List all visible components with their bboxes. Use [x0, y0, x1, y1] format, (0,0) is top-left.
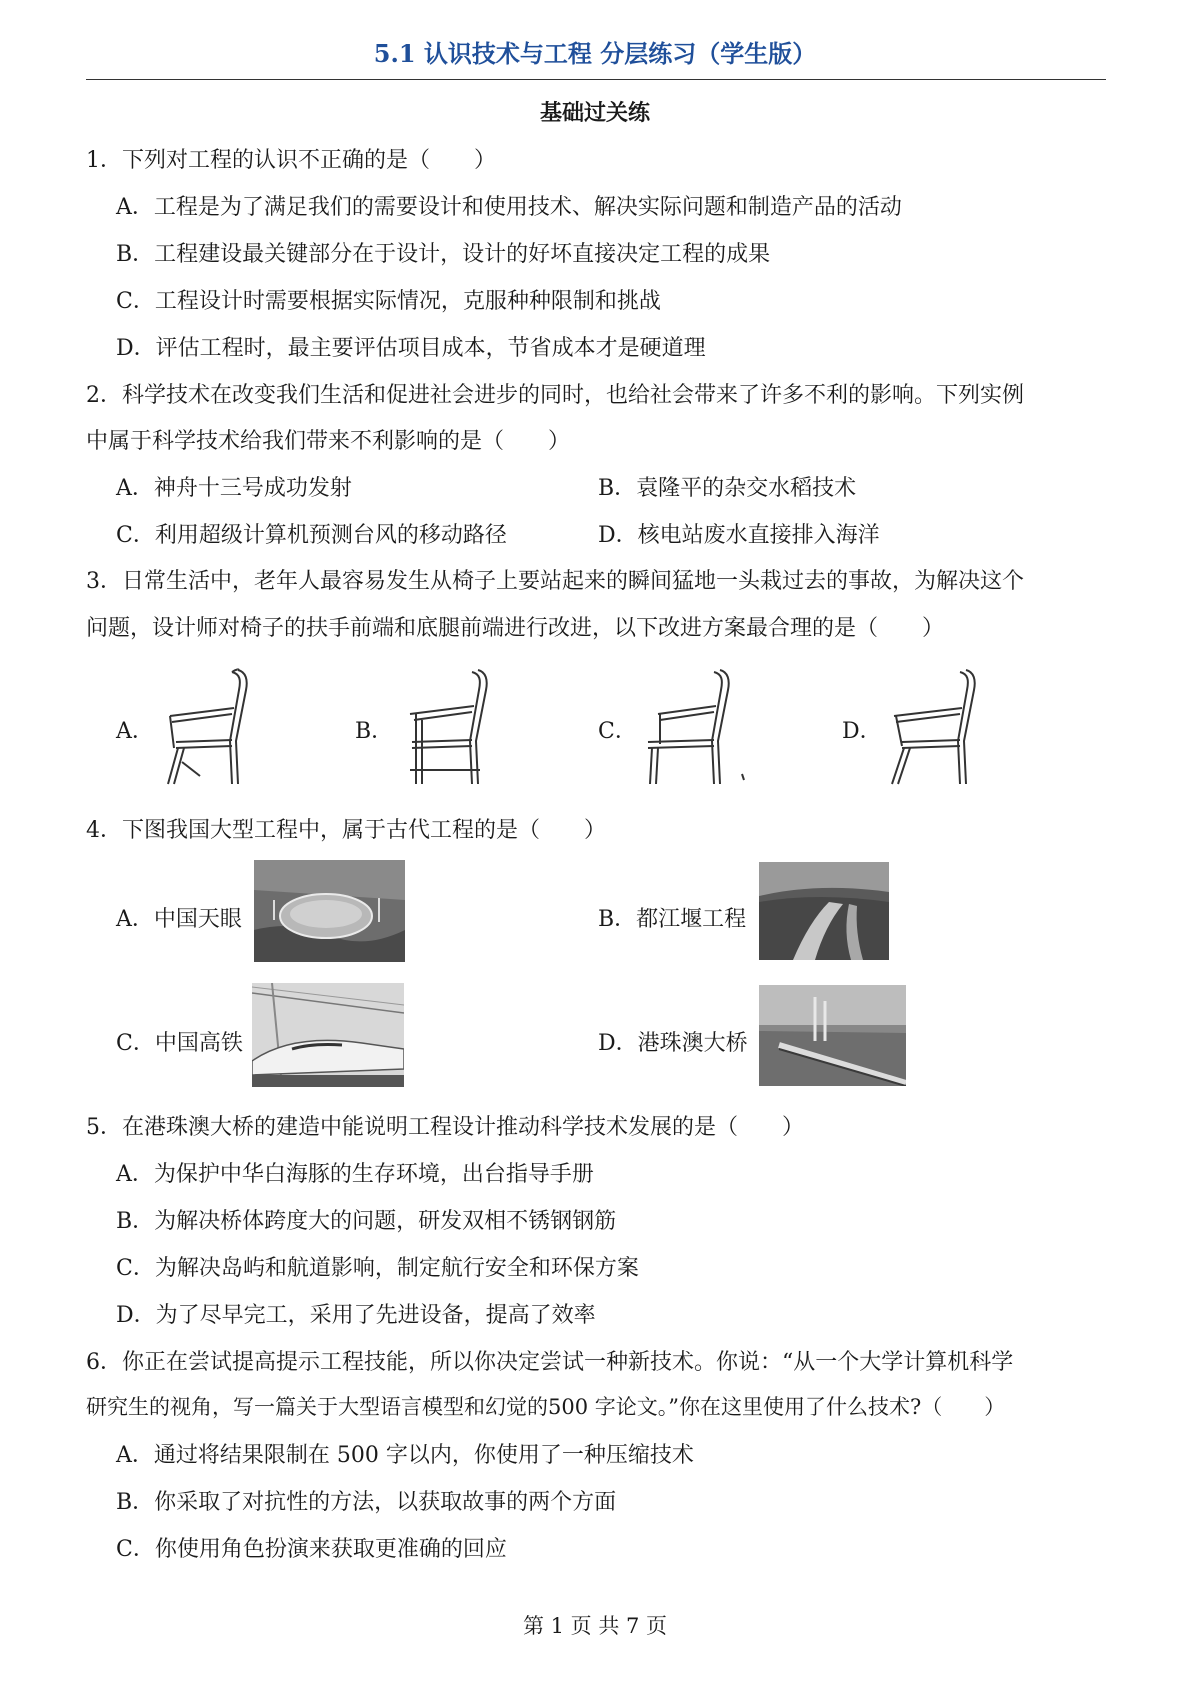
q1-option-b: B．工程建设最关键部分在于设计，设计的好坏直接决定工程的成果: [116, 242, 771, 267]
question-2-stem-line2: 中属于科学技术给我们带来不利影响的是（ ）: [86, 429, 571, 454]
hzmb-bridge-photo: [759, 985, 906, 1086]
q5-option-d: D．为了尽早完工，采用了先进设备，提高了效率: [116, 1303, 596, 1328]
q4-option-b: B．都江堰工程: [598, 907, 747, 932]
q6-option-b: B．你采取了对抗性的方法，以获取故事的两个方面: [116, 1490, 617, 1515]
fast-telescope-photo: [254, 860, 405, 962]
q3-option-d-label: D．: [842, 719, 882, 744]
question-4-stem: 4．下图我国大型工程中，属于古代工程的是（ ）: [86, 818, 606, 843]
q2-option-b: B．袁隆平的杂交水稻技术: [598, 476, 857, 501]
q5-option-b: B．为解决桥体跨度大的问题，研发双相不锈钢钢筋: [116, 1209, 617, 1234]
q4-option-c: C．中国高铁: [116, 1031, 243, 1056]
q6-option-a: A．通过将结果限制在 500 字以内，你使用了一种压缩技术: [116, 1443, 694, 1468]
q2-option-c: C．利用超级计算机预测台风的移动路径: [116, 523, 507, 548]
q2-option-a: A．神舟十三号成功发射: [116, 476, 352, 501]
q2-option-d: D．核电站废水直接排入海洋: [598, 523, 880, 548]
q3-option-c-label: C．: [598, 719, 637, 744]
chair-b-image: [400, 666, 500, 791]
q5-option-a: A．为保护中华白海豚的生存环境，出台指导手册: [116, 1162, 594, 1187]
q4-option-d: D．港珠澳大桥: [598, 1031, 748, 1056]
question-2-stem-line1: 2．科学技术在改变我们生活和促进社会进步的同时，也给社会带来了许多不利的影响。下列实例: [86, 383, 1025, 408]
dujiangyan-photo: [759, 862, 889, 960]
question-6-stem-line1: 6．你正在尝试提高提示工程技能，所以你决定尝试一种新技术。你说：“从一个大学计算机科学: [86, 1350, 1014, 1375]
page-title: 5.1 认识技术与工程 分层练习（学生版）: [373, 39, 817, 68]
q4-option-a: A．中国天眼: [116, 907, 242, 932]
high-speed-rail-photo: [252, 983, 404, 1087]
chair-c-image: [640, 666, 750, 791]
q5-option-c: C．为解决岛屿和航道影响，制定航行安全和环保方案: [116, 1256, 639, 1281]
q1-option-d: D．评估工程时，最主要评估项目成本，节省成本才是硬道理: [116, 336, 706, 361]
question-1-stem: 1．下列对工程的认识不正确的是（ ）: [86, 148, 496, 173]
question-3-stem-line2: 问题，设计师对椅子的扶手前端和底腿前端进行改进，以下改进方案最合理的是（ ）: [86, 616, 945, 641]
question-6-stem-line2: 研究生的视角，写一篇关于大型语言模型和幻觉的500 字论文。”你在这里使用了什么技术?（ ）: [86, 1395, 1006, 1419]
q3-option-b-label: B．: [355, 719, 394, 744]
question-3-stem-line1: 3．日常生活中，老年人最容易发生从椅子上要站起来的瞬间猛地一头栽过去的事故，为解决这个: [86, 569, 1025, 594]
q6-option-c: C．你使用角色扮演来获取更准确的回应: [116, 1537, 507, 1562]
question-5-stem: 5．在港珠澳大桥的建造中能说明工程设计推动科学技术发展的是（ ）: [86, 1115, 804, 1140]
q1-option-a: A．工程是为了满足我们的需要设计和使用技术、解决实际问题和制造产品的活动: [116, 195, 902, 220]
section-heading: 基础过关练: [539, 100, 650, 126]
q3-option-a-label: A．: [116, 719, 154, 744]
title-divider: [86, 79, 1106, 80]
chair-a-image: [160, 666, 260, 791]
chair-d-image: [888, 666, 988, 791]
page-footer: 第 1 页 共 7 页: [522, 1614, 668, 1638]
q1-option-c: C．工程设计时需要根据实际情况，克服种种限制和挑战: [116, 289, 661, 314]
